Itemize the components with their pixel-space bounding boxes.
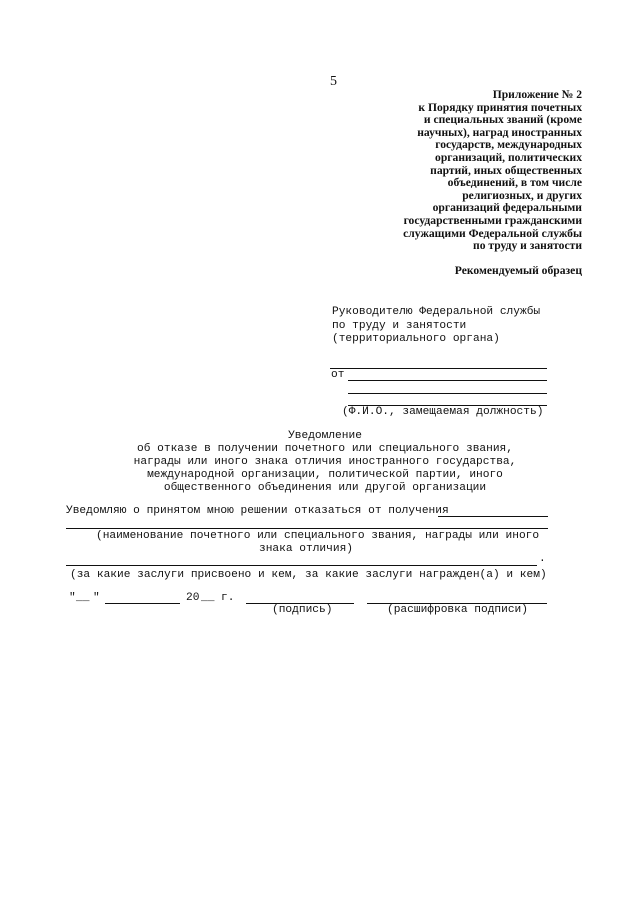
addressee-line: Руководителю Федеральной службы (332, 306, 541, 318)
appendix-line: к Порядку принятия почетных (418, 100, 582, 114)
appendix-line: служащими Федеральной службы (403, 226, 582, 240)
award-name-line[interactable] (438, 516, 548, 517)
award-name-caption-cont: знака отличия) (259, 543, 353, 555)
appendix-line: организаций федеральными (432, 201, 582, 215)
from-blank-line[interactable] (348, 393, 547, 394)
from-name-line[interactable] (348, 380, 547, 381)
addressee-blank-line[interactable] (330, 368, 547, 369)
date-year-prefix: 20 (186, 592, 200, 604)
appendix-line: религиозных, и других (462, 188, 582, 202)
appendix-line: объединений, в том числе (447, 176, 582, 190)
addressee-line: по труду и занятости (332, 319, 467, 332)
heading-line: об отказе в получении почетного или специального звания, (137, 443, 513, 455)
appendix-line: научных), наград иностранных (417, 125, 582, 139)
date-quote-open: " (69, 592, 76, 604)
award-name-line-2[interactable] (66, 528, 548, 529)
appendix-line: государственными гражданскими (403, 213, 582, 227)
date-year-blank[interactable]: __ (201, 592, 215, 604)
date-year-suffix: г. (221, 592, 235, 604)
page-number: 5 (330, 74, 337, 89)
appendix-line: государств, международных (435, 138, 582, 152)
appendix-line: по труду и занятости (473, 239, 582, 253)
notification-title: Уведомление (288, 430, 362, 442)
merits-line-period: . (539, 553, 546, 565)
date-day-blank[interactable]: __ (76, 592, 90, 604)
appendix-line: партий, иных общественных (430, 163, 582, 177)
appendix-header (382, 89, 582, 253)
signature-decoding-caption: (расшифровка подписи) (387, 604, 528, 616)
signature-caption: (подпись) (272, 604, 333, 616)
heading-line: общественного объединения или другой организации (163, 482, 487, 494)
award-name-caption: (наименование почетного или специального звания, награды или иного (96, 530, 540, 542)
addressee-line: (территориального органа) (332, 333, 500, 345)
merits-line[interactable] (66, 565, 537, 566)
appendix-line: организаций, политических (435, 150, 582, 164)
recommended-sample-label: Рекомендуемый образец (454, 264, 582, 277)
statement-text: Уведомляю о принятом мною решении отказаться от получения (66, 505, 449, 517)
addressee-caption: (Ф.И.О., замещаемая должность) (342, 406, 544, 418)
appendix-line: и специальных званий (кроме (423, 113, 582, 127)
heading-line: международной организации, политической партии, иного (147, 469, 503, 481)
heading-line: награды или иного знака отличия иностранного государства, (133, 456, 517, 468)
appendix-title: Приложение № 2 (492, 88, 582, 101)
addressee-block (332, 306, 540, 347)
merits-caption: (за какие заслуги присвоено и кем, за какие заслуги награжден(а) и кем) (70, 569, 547, 581)
notification-heading (60, 430, 590, 495)
date-month-line[interactable] (105, 603, 180, 604)
from-label: от (331, 369, 345, 381)
date-quote-close: " (93, 592, 100, 604)
